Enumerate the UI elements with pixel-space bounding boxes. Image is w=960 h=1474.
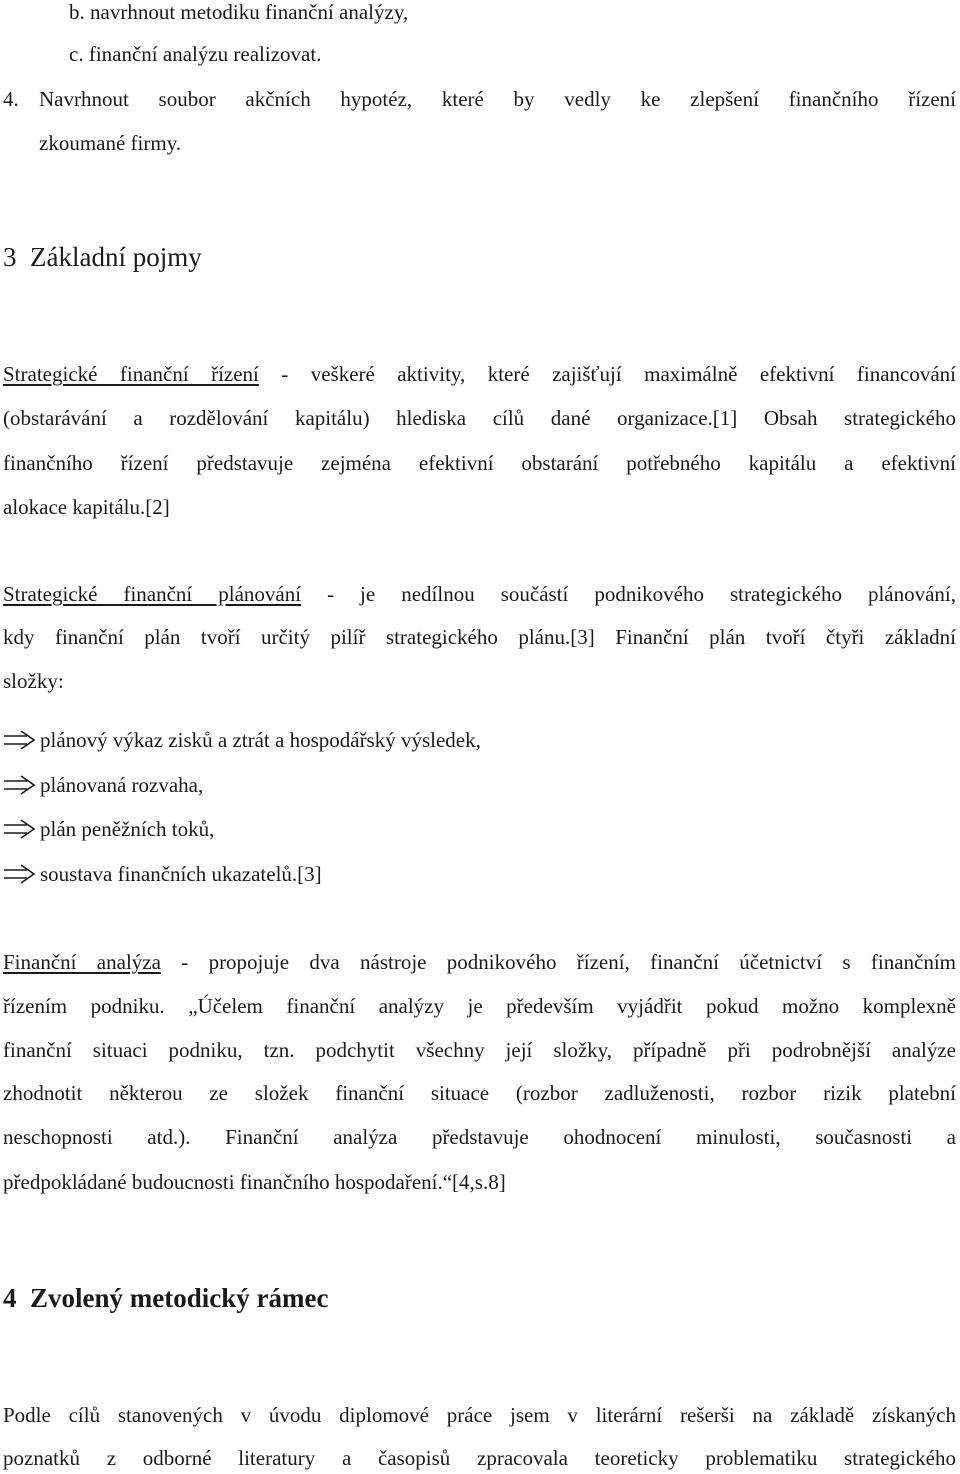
double-arrow-right-icon bbox=[3, 817, 37, 841]
term-strategicke-financni-planovani: Strategické finanční plánování bbox=[3, 582, 302, 606]
bullet-text: plánovaná rozvaha, bbox=[40, 773, 204, 797]
bullet-text: plánový výkaz zisků a ztrát a hospodářský výsledek, bbox=[40, 728, 481, 752]
paragraph-1-line2: (obstarávání a rozdělování kapitálu) hlediska cílů dané organizace.[1] Obsah strategického bbox=[3, 406, 956, 430]
paragraph-1-line3: finančního řízení představuje zejména efektivní obstarání potřebného kapitálu a efektivní bbox=[3, 451, 956, 475]
paragraph-3-line4: zhodnotit některou ze složek finanční situace (rozbor zadluženosti, rozbor rizik platební bbox=[3, 1081, 956, 1105]
section-4-heading bbox=[3, 1281, 328, 1315]
paragraph-4-line1: Podle cílů stanovených v úvodu diplomové práce jsem v literární rešerši na základě získaných bbox=[3, 1403, 956, 1427]
paragraph-2-line1 bbox=[3, 580, 956, 608]
paragraph-text: - je nedílnou součástí podnikového strategického plánování, bbox=[301, 582, 957, 606]
list-number: 4. bbox=[3, 87, 19, 111]
paragraph-4-line2: poznatků z odborné literatury a časopisů zpracovala teoreticky problematiku strategického bbox=[3, 1446, 956, 1470]
section-3-heading bbox=[3, 240, 202, 274]
paragraph-2-line3: složky: bbox=[3, 669, 64, 693]
list-item-b: b. navrhnout metodiku finanční analýzy, bbox=[69, 0, 409, 24]
section-title: Zvolený metodický rámec bbox=[30, 1283, 329, 1313]
bullet-text: soustava finančních ukazatelů.[3] bbox=[40, 862, 322, 886]
double-arrow-right-icon bbox=[3, 728, 37, 752]
double-arrow-right-icon bbox=[3, 862, 37, 886]
paragraph-3-line5: neschopnosti atd.). Finanční analýza představuje ohodnocení minulosti, současnosti a bbox=[3, 1125, 956, 1149]
paragraph-3-line3: finanční situaci podniku, tzn. podchytit všechny její složky, případně při podrobnější analýze bbox=[3, 1038, 956, 1062]
list-item-c: c. finanční analýzu realizovat. bbox=[69, 42, 322, 66]
term-financni-analyza: Finanční analýza bbox=[3, 950, 161, 974]
list-item-4-line2: zkoumané firmy. bbox=[39, 131, 182, 155]
list-item-4-line1 bbox=[3, 85, 956, 113]
paragraph-1-line4: alokace kapitálu.[2] bbox=[3, 495, 170, 519]
term-strategicke-financni-rizeni: Strategické finanční řízení bbox=[3, 362, 259, 386]
paragraph-text: - veškeré aktivity, které zajišťují maximálně efektivní financování bbox=[258, 362, 956, 386]
bullet-text: plán peněžních toků, bbox=[40, 817, 215, 841]
section-title: Základní pojmy bbox=[30, 242, 202, 272]
paragraph-2-line2: kdy finanční plán tvoří určitý pilíř strategického plánu.[3] Finanční plán tvoří čtyři základní bbox=[3, 625, 956, 649]
paragraph-3-line6: předpokládané budoucnosti finančního hospodaření.“[4,s.8] bbox=[3, 1170, 506, 1194]
list-item-4-text: Navrhnout soubor akčních hypotéz, které by vedly ke zlepšení finančního řízení bbox=[39, 87, 956, 111]
section-number: 4 bbox=[3, 1283, 17, 1313]
section-number: 3 bbox=[3, 242, 17, 272]
paragraph-text: - propojuje dva nástroje podnikového řízení, finanční účetnictví s finančním bbox=[160, 950, 957, 974]
double-arrow-right-icon bbox=[3, 773, 37, 797]
paragraph-3-line2: řízením podniku. „Účelem finanční analýzy je především vyjádřit pokud možno komplexně bbox=[3, 994, 956, 1018]
paragraph-1-line1 bbox=[3, 360, 956, 388]
paragraph-3-line1 bbox=[3, 948, 956, 976]
